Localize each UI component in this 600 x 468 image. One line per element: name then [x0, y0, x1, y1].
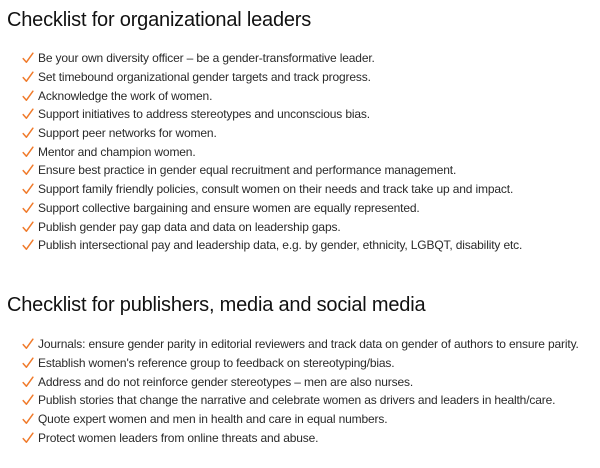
- checklist-item: [7, 142, 595, 161]
- checklist-item-text: Acknowledge the work of women.: [38, 88, 213, 103]
- checklist-section-publishers-media: [7, 291, 595, 447]
- checklist-item-text: Journals: ensure gender parity in editorial reviewers and track data on gender of authors to ensure parity.: [38, 337, 579, 352]
- checkmark-icon: [22, 221, 34, 233]
- checklist-item-text: Quote expert women and men in health and care in equal numbers.: [38, 412, 388, 427]
- checklist-section-organizational-leaders: [7, 6, 595, 255]
- checklist: [7, 49, 595, 255]
- checklist-item: [7, 391, 595, 410]
- checklist-item: [7, 236, 595, 255]
- checkmark-icon: [22, 164, 34, 176]
- checklist-item-text: Establish women's reference group to feedback on stereotyping/bias.: [38, 356, 395, 371]
- checkmark-icon: [22, 432, 34, 444]
- checkmark-icon: [22, 202, 34, 214]
- checklist-item-text: Publish gender pay gap data and data on leadership gaps.: [38, 219, 341, 234]
- checklist-item-text: Support initiatives to address stereotypes and unconscious bias.: [38, 107, 370, 122]
- checklist-item: [7, 372, 595, 391]
- checklist-item-text: Address and do not reinforce gender stereotypes – men are also nurses.: [38, 374, 414, 389]
- checkmark-icon: [22, 357, 34, 369]
- checklist-item: [7, 180, 595, 199]
- checklist-item-text: Ensure best practice in gender equal recruitment and performance management.: [38, 163, 457, 178]
- section-title: Checklist for publishers, media and social media: [7, 294, 426, 316]
- checkmark-icon: [22, 413, 34, 425]
- checkmark-icon: [22, 146, 34, 158]
- checklist-item-text: Publish stories that change the narrative and celebrate women as drivers and leaders in health/care.: [38, 393, 556, 408]
- checklist-item: [7, 217, 595, 236]
- checklist-item: [7, 428, 595, 447]
- checkmark-icon: [22, 71, 34, 83]
- checklist-item: [7, 354, 595, 373]
- checklist-item-text: Publish intersectional pay and leadership data, e.g. by gender, ethnicity, LGBQT, disability etc.: [38, 238, 523, 253]
- checklist-item: [7, 335, 595, 354]
- checklist-item-text: Set timebound organizational gender targets and track progress.: [38, 70, 371, 85]
- checkmark-icon: [22, 376, 34, 388]
- checkmark-icon: [22, 127, 34, 139]
- checklist-item-text: Support family friendly policies, consult women on their needs and track take up and impact.: [38, 182, 514, 197]
- checklist-item: [7, 105, 595, 124]
- checklist-item-text: Be your own diversity officer – be a gender-transformative leader.: [38, 51, 375, 66]
- checklist-item: [7, 68, 595, 87]
- checklist-item-text: Mentor and champion women.: [38, 144, 196, 159]
- checklist-item-text: Support collective bargaining and ensure women are equally represented.: [38, 200, 420, 215]
- checklist: [7, 335, 595, 447]
- checklist-item: [7, 410, 595, 429]
- checkmark-icon: [22, 183, 34, 195]
- checkmark-icon: [22, 338, 34, 350]
- checklist-item: [7, 86, 595, 105]
- checkmark-icon: [22, 90, 34, 102]
- checklist-item: [7, 124, 595, 143]
- checkmark-icon: [22, 394, 34, 406]
- checklist-item: [7, 199, 595, 218]
- checklist-item: [7, 161, 595, 180]
- checklist-item-text: Protect women leaders from online threats and abuse.: [38, 430, 319, 445]
- checkmark-icon: [22, 239, 34, 251]
- checkmark-icon: [22, 52, 34, 64]
- checkmark-icon: [22, 108, 34, 120]
- checklist-item-text: Support peer networks for women.: [38, 126, 217, 141]
- section-title: Checklist for organizational leaders: [7, 9, 312, 31]
- checklist-item: [7, 49, 595, 68]
